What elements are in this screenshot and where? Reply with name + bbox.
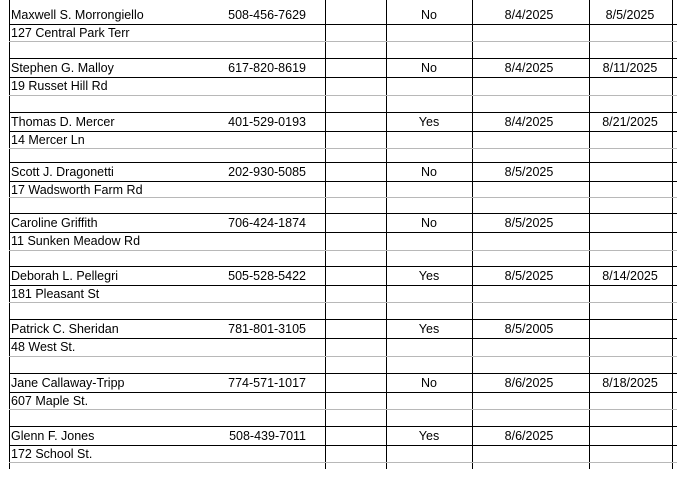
address-cell[interactable]: 48 West St. [11,340,76,354]
row-divider [9,77,677,78]
phone-cell[interactable]: 401-529-0193 [228,115,306,129]
record-row [0,113,677,167]
second-date-cell[interactable] [589,163,671,181]
row-divider [9,95,677,96]
yes-no-cell[interactable]: Yes [418,322,440,336]
yes-no-cell[interactable]: Yes [418,115,440,129]
yes-no-cell[interactable]: Yes [418,429,440,443]
second-date-cell[interactable]: 8/18/2025 [602,376,658,390]
phone-cell[interactable]: 706-424-1874 [228,216,306,230]
row-divider [9,250,677,251]
yes-no-cell[interactable]: No [421,165,437,179]
row-divider [9,181,677,182]
second-date-cell[interactable] [589,320,671,338]
record-row [0,267,677,321]
yes-no-cell[interactable]: No [421,8,437,22]
second-date-cell[interactable]: 8/14/2025 [602,269,658,283]
yes-no-cell[interactable]: No [421,216,437,230]
row-divider [9,392,677,393]
contact-name-cell[interactable]: Stephen G. Malloy [11,61,114,75]
phone-cell[interactable]: 505-528-5422 [228,269,306,283]
row-divider [9,41,677,42]
address-cell[interactable]: 172 School St. [11,447,93,461]
first-date-cell[interactable]: 8/6/2025 [504,429,554,443]
row-divider [9,232,677,233]
row-divider [9,445,677,446]
first-date-cell[interactable]: 8/5/2005 [504,322,554,336]
row-divider [9,373,677,374]
contact-name-cell[interactable]: Maxwell S. Morrongiello [11,8,144,22]
first-date-cell[interactable]: 8/5/2025 [504,165,554,179]
row-divider [9,266,677,267]
phone-cell[interactable]: 617-820-8619 [228,61,306,75]
second-date-cell[interactable]: 8/5/2025 [605,8,655,22]
yes-no-cell[interactable]: No [421,61,437,75]
phone-cell[interactable]: 781-801-3105 [228,322,306,336]
contact-name-cell[interactable]: Caroline Griffith [11,216,98,230]
first-date-cell[interactable]: 8/6/2025 [504,376,554,390]
address-cell[interactable]: 19 Russet Hill Rd [11,79,108,93]
contact-name-cell[interactable]: Patrick C. Sheridan [11,322,119,336]
row-divider [9,162,677,163]
row-divider [9,213,677,214]
record-row [0,427,677,481]
row-divider [9,409,677,410]
record-row [0,214,677,268]
contact-name-cell[interactable]: Glenn F. Jones [11,429,95,443]
address-cell[interactable]: 14 Mercer Ln [11,133,85,147]
address-cell[interactable]: 607 Maple St. [11,394,89,408]
row-divider [9,112,677,113]
record-row [0,6,677,60]
row-divider [9,302,677,303]
row-divider [9,338,677,339]
address-cell[interactable]: 181 Pleasant St [11,287,100,301]
record-row [0,320,677,374]
yes-no-cell[interactable]: Yes [418,269,440,283]
second-date-cell[interactable]: 8/21/2025 [602,115,658,129]
row-divider [9,131,677,132]
address-cell[interactable]: 127 Central Park Terr [11,26,130,40]
contact-name-cell[interactable]: Scott J. Dragonetti [11,165,114,179]
row-divider [9,24,677,25]
row-divider [9,319,677,320]
phone-cell[interactable]: 508-456-7629 [228,8,306,22]
row-divider [9,356,677,357]
first-date-cell[interactable]: 8/4/2025 [504,61,554,75]
row-divider [9,58,677,59]
phone-cell[interactable]: 202-930-5085 [228,165,306,179]
record-row [0,59,677,113]
second-date-cell[interactable] [589,214,671,232]
first-date-cell[interactable]: 8/4/2025 [504,115,554,129]
row-divider [9,285,677,286]
yes-no-cell[interactable]: No [421,376,437,390]
record-row [0,374,677,428]
row-divider [9,426,677,427]
row-divider [9,197,677,198]
row-divider [9,462,677,463]
address-cell[interactable]: 11 Sunken Meadow Rd [11,234,141,248]
phone-cell[interactable]: 508-439-7011 [229,429,306,443]
contact-name-cell[interactable]: Deborah L. Pellegri [11,269,119,283]
row-divider [9,148,677,149]
address-cell[interactable]: 17 Wadsworth Farm Rd [11,183,143,197]
contact-name-cell[interactable]: Thomas D. Mercer [11,115,115,129]
first-date-cell[interactable]: 8/5/2025 [504,269,554,283]
first-date-cell[interactable]: 8/4/2025 [504,8,554,22]
second-date-cell[interactable]: 8/11/2025 [602,61,658,75]
first-date-cell[interactable]: 8/5/2025 [504,216,554,230]
second-date-cell[interactable] [589,427,671,445]
record-row [0,163,677,217]
contact-name-cell[interactable]: Jane Callaway-Tripp [11,376,125,390]
phone-cell[interactable]: 774-571-1017 [228,376,306,390]
